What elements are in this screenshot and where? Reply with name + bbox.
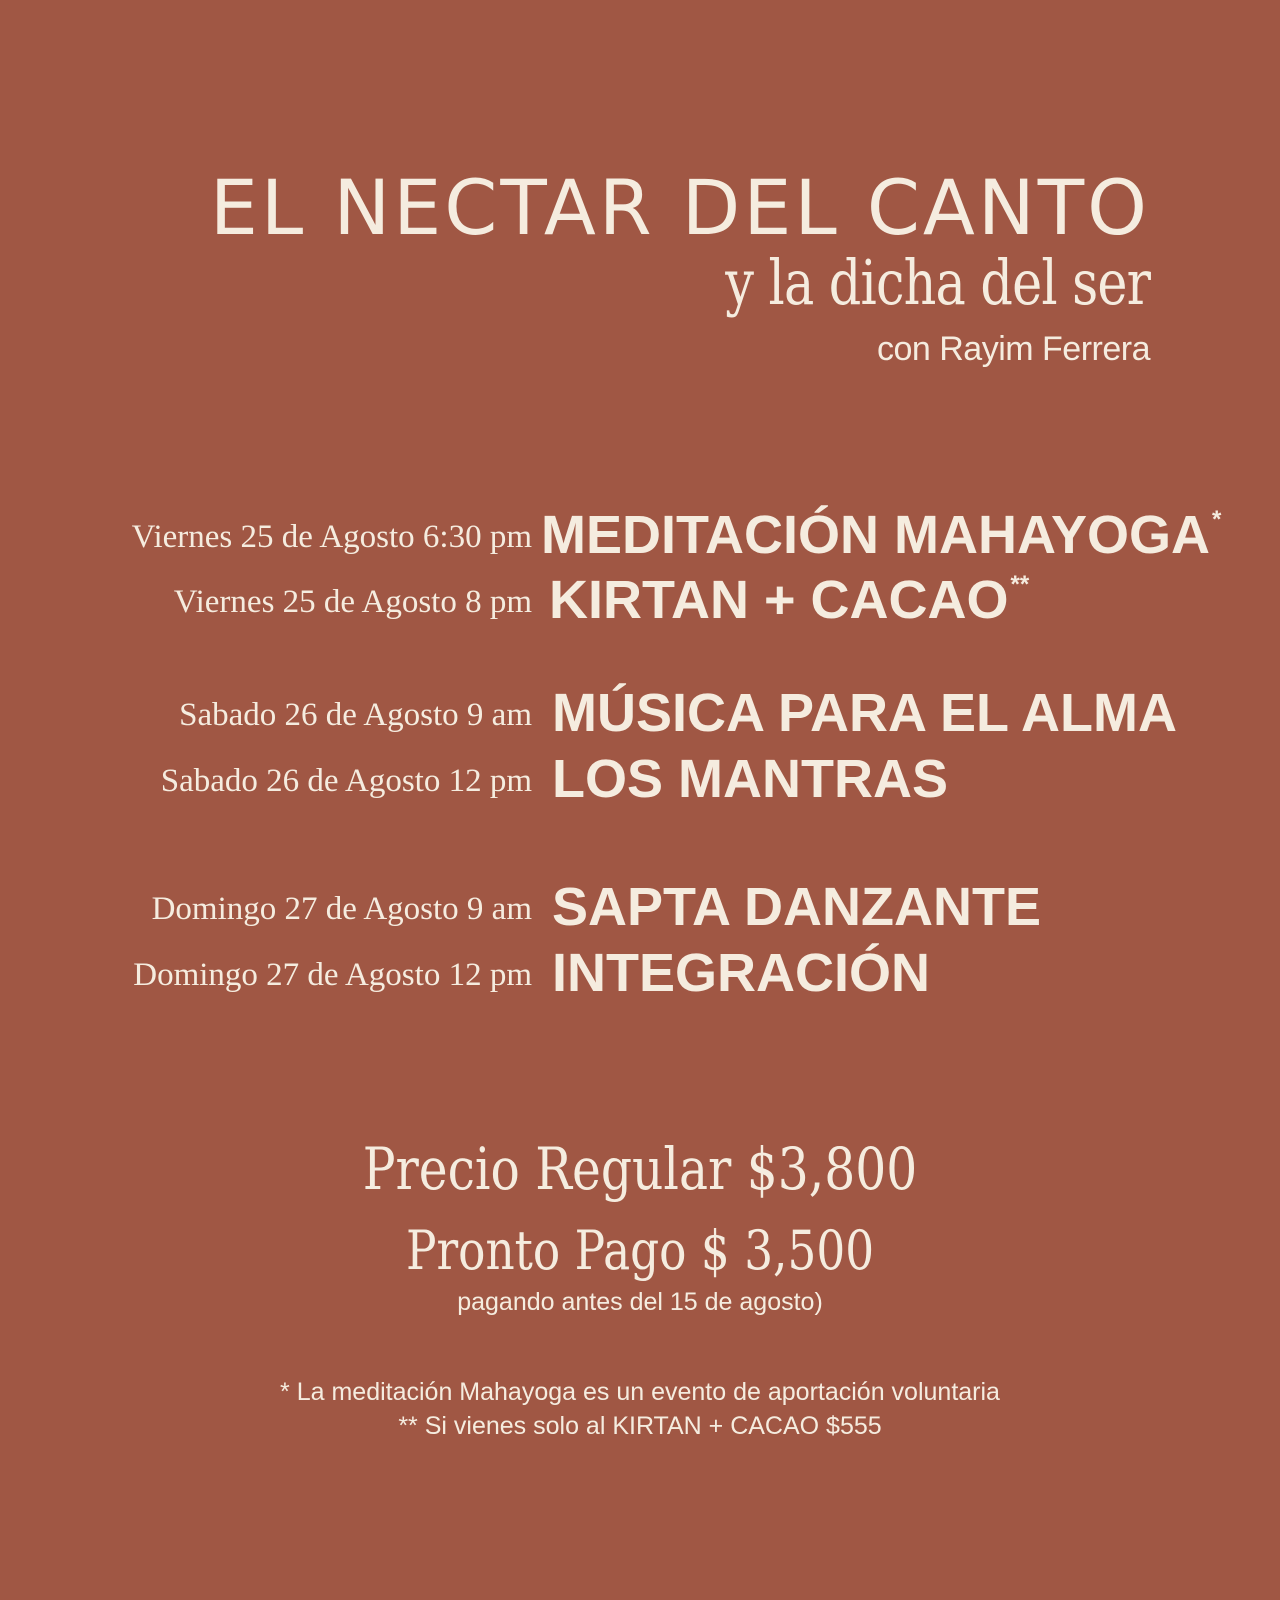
schedule-event xyxy=(552,749,948,809)
schedule-row xyxy=(0,940,1280,1003)
schedule-date: Sabado 26 de Agosto 12 pm xyxy=(160,763,532,799)
poster-title: EL NECTAR DEL CANTO xyxy=(209,163,1150,252)
schedule-date: Sabado 26 de Agosto 9 am xyxy=(179,697,532,733)
schedule-event xyxy=(552,877,1041,937)
schedule-date: Domingo 27 de Agosto 9 am xyxy=(151,891,532,927)
schedule-event-label: LOS MANTRAS xyxy=(552,749,948,809)
footnote-marker: ** xyxy=(1010,571,1030,598)
poster-subtitle: y la dicha del ser xyxy=(725,246,1150,319)
schedule-event-label: KIRTAN + CACAO xyxy=(549,570,1009,630)
schedule-event xyxy=(549,570,1030,630)
schedule-row xyxy=(0,874,1280,937)
schedule-event-label: INTEGRACIÓN xyxy=(552,943,930,1003)
schedule-event-label: MÚSICA PARA EL ALMA xyxy=(552,683,1177,743)
schedule-date: Domingo 27 de Agosto 12 pm xyxy=(133,957,532,993)
early-price-note: pagando antes del 15 de agosto) xyxy=(457,1288,823,1316)
schedule-event-label: MEDITACIÓN MAHAYOGA xyxy=(541,505,1211,565)
schedule-row xyxy=(0,502,1280,565)
poster-byline: con Rayim Ferrera xyxy=(876,330,1150,368)
schedule-event xyxy=(552,943,930,1003)
footnote-marker: * xyxy=(1212,506,1222,533)
schedule-event xyxy=(541,505,1222,565)
footnote-kirtan: ** Si vienes solo al KIRTAN + CACAO $555 xyxy=(398,1412,882,1440)
early-price: Pronto Pago $ 3,500 xyxy=(405,1219,875,1282)
schedule-date: Viernes 25 de Agosto 6:30 pm xyxy=(131,519,532,555)
schedule-row xyxy=(0,680,1280,743)
schedule-row xyxy=(0,567,1280,630)
footnote-meditation: * La meditación Mahayoga es un evento de aportación voluntaria xyxy=(280,1378,1000,1406)
schedule-date: Viernes 25 de Agosto 8 pm xyxy=(173,584,532,620)
schedule-event-label: SAPTA DANZANTE xyxy=(552,877,1041,937)
regular-price: Precio Regular $3,800 xyxy=(362,1135,918,1203)
schedule-event xyxy=(552,683,1177,743)
schedule-row xyxy=(0,746,1280,809)
